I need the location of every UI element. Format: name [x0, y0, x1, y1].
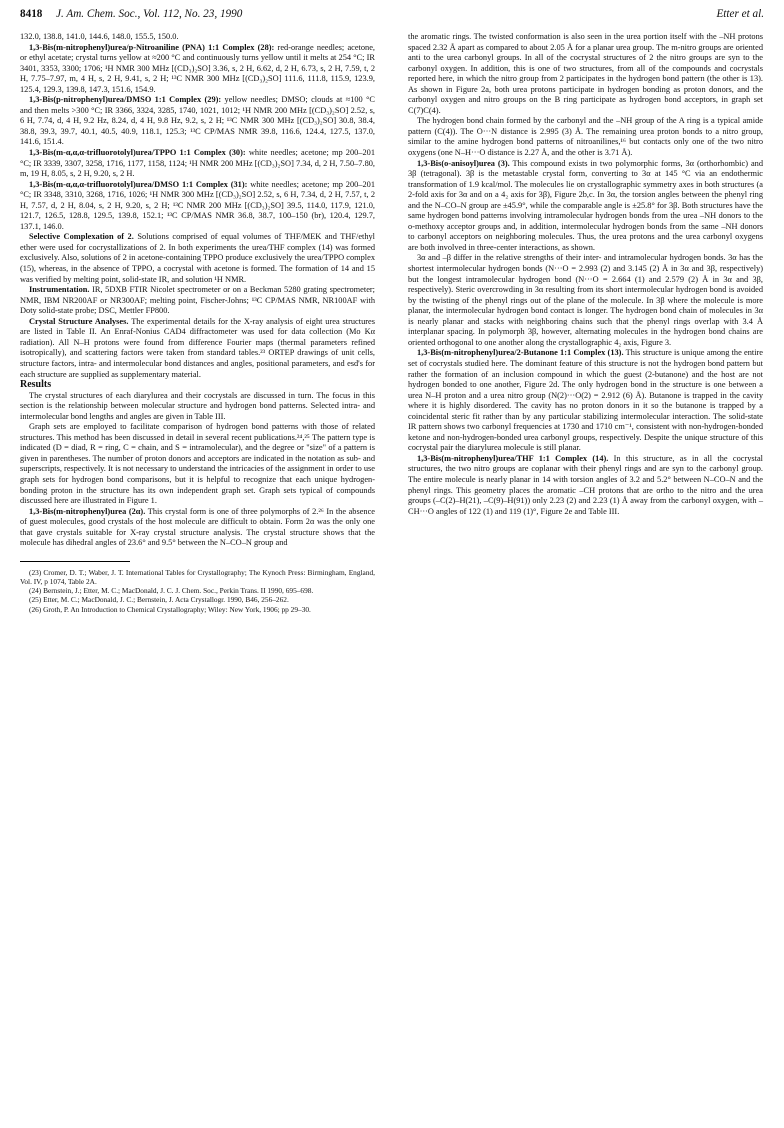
compound-heading: 1,3-Bis(p-nitrophenyl)urea/DMSO 1:1 Complex (29):	[29, 95, 222, 105]
run-in-heading: Selective Complexation of 2.	[29, 232, 134, 242]
footnote-23: (23) Cromer, D. T.; Waber, J. T. International Tables for Crystallography; The Kynoch Press: Birmingham, England, Vol. IV, p 1074, Table 2A.	[20, 567, 375, 586]
selective-complexation-paragraph	[20, 232, 375, 285]
paragraph: The crystal structures of each diarylurea and their cocrystals are discussed in turn. The focus in this section is the relationship between molecular structure and hydrogen bond patterns. Selected intra- and intermolecular bond lengths and angles are given in Table III.	[20, 390, 375, 421]
paragraph: the aromatic rings. The twisted conformation is also seen in the urea portion itself with the –NH protons spaced 2.32 Å apart as compared to about 2.05 Å for a planar urea group. The m-nitro groups are oriented anti to the urea carbonyl groups. In all of the cocrystal structures of 2 the nitro groups are syn to the carbonyl oxygen. In addition, this is one of two structures, from all of the compounds and cocrystals reported here, in which the nitro group from 2 participates in the hydrogen bond pattern (the other is 13). As shown in Figure 2a, both urea protons participate in hydrogen bonding as proton donors, and the carbonyl oxygen and nitro groups on the B ring participate as hydrogen bond acceptors, in graph set C(7)C(4).	[408, 32, 763, 115]
footnote-rule	[20, 561, 130, 562]
footnote-24: (24) Bernstein, J.; Etter, M. C.; MacDonald, J. C. J. Chem. Soc., Perkin Trans. II 1990, 695–698.	[29, 586, 314, 596]
paragraph: 3α and –β differ in the relative strengths of their inter- and intramolecular hydrogen bonds. 3α has the shortest intermolecular hydrogen bonds (N···O = 2.993 (2) and 3.145 (2) Å in 3α and 3β, respectively) but the longest intramolecular hydrogen bond (N···O = 2.664 (1) and 2.579 (2) Å in 3α and 3β, respectively). Steric overcrowding in 3α resulting from its short intermolecular hydrogen bond is avoided by the twisting of the phenyl rings out of the plane of the molecule. In 3β where the molecule is more planar, the intermolecular hydrogen bond contact is longer. The hydrogen bond chain of molecules in 3α is nearly planar and stacks with neighboring chains such that the phenyl rings overlap with 3.4 Å interplanar spacing. In polymorph 3β, however, alternating molecules in the hydrogen bond chains are oriented orthogonal to one another along the crystallographic 4₂ axis, Figure 3.	[408, 253, 763, 347]
paragraph-text: The experimental details for the X-ray analysis of eight urea structures are listed in Table II. An Enraf-Nonius CAD4 diffractometer was used for data collection (Mo Kα radiation). All N–H protons were found from difference Fourier maps (thermal parameters refined isotropically), and scattering factors were taken from standard tables.²³ ORTEP drawings of unit cells, structure factors, intra- and intermolecular bond distances and angles, positional parameters, and esd's for each structure are supplied as supplementary material.	[20, 316, 375, 379]
compound-3-paragraph	[408, 159, 763, 254]
compound-29-entry	[20, 95, 375, 148]
compound-30-entry	[20, 148, 375, 180]
compound-heading: 1,3-Bis(m-nitrophenyl)urea/p-Nitroaniline (PNA) 1:1 Complex (28):	[29, 42, 275, 52]
compound-2a-paragraph	[20, 507, 375, 549]
run-in-heading: Crystal Structure Analyses.	[29, 316, 129, 326]
instrumentation-paragraph	[20, 285, 375, 317]
paragraph-text: In this structure, as in all the cocrystal structures, the two nitro groups are coplanar with their phenyl rings and are syn to the carbonyl group. The entire molecule is nearly planar in 14 with torsion angles of 3.2 and 5.2° between N–CO–N and the phenyl rings. This geometry places the aromatic –CH protons that are ortho to the nitro and the urea groups (–C(2)–H(21), –C(9)–H(91)) only 2.23 (2) and 2.23 (1) Å away from the carbonyl oxygen, with –CH···O angles of 122 (1) and 119 (1)°, Figure 2e and Table III.	[408, 453, 764, 516]
compound-text: yellow needles; DMSO; clouds at ≈100 °C and then melts >300 °C; IR 3366, 3324, 3285, 1740, 1021, 1012; ¹H NMR 200 MHz [(CD₃)₂SO] 2.52, s, 6 H, 7.74, d, 4 H, 9.2 Hz, 8.24, d, 4 H, 9.8 Hz, 9.2, s, 2 H; ¹³C NMR 300 MHz [(CD₃)₂SO] 30.8, 38.4, 38.8, 39.3, 39.7, 40.1, 40.5, 40.9, 118.1, 125.3; ¹³C CP/MAS NMR 39.8, 116.6, 124.4, 127.5, 137.0, 141.6, 151.4.	[20, 95, 375, 147]
footnote-25: (25) Etter, M. C.; MacDonald, J. C.; Bernstein, J. Acta Crystallogr. 1990, B46, 256–262.	[29, 595, 289, 605]
compound-14-paragraph	[408, 454, 763, 517]
section-title-results: Results	[20, 379, 52, 391]
compound-28-entry	[20, 43, 375, 96]
compound-heading: 1,3-Bis(m-α,α,α-trifluorotolyl)urea/DMSO 1:1 Complex (31):	[29, 179, 248, 189]
paragraph: Graph sets are employed to facilitate comparison of hydrogen bond patterns with those of related structures. This method has been discussed in detail in several recent publications.²⁴,²⁵ The pattern type is indicated (D = diad, R = ring, C = chain, and S = intramolecular), and the degree or "size" of a pattern is given in parentheses. The number of proton donors and acceptors are indicated in the notation as sub- and superscripts, respectively. It is not necessary to understand the intricacies of the assignment in order to use graph sets for hydrogen bond comparisons, but it is helpful to recognize that each unique hydrogen-bonding proton in the structure has its own independent graph set. Graph sets typical of compounds discussed here are illustrated in Figure 1.	[20, 422, 375, 506]
paragraph-text: Solutions comprised of equal volumes of THF/MEK and THF/ethyl ether were used for cocrystallizations of 2. In both experiments the urea/THF complex (14) was formed exclusively. Also, solutions of 2 in acetone-containing TPPO produce exclusively the urea/TPPO complex (15), whereas, in the absence of TPPO, a cocrystal with acetone is formed. The formation of 14 and 15 was verified by melting point, solid-state IR, and solution ¹H NMR.	[20, 232, 376, 284]
running-authors: Etter et al.	[716, 8, 764, 20]
run-in-heading: 1,3-Bis(m-nitrophenyl)urea (2α).	[29, 506, 146, 516]
right-column	[408, 32, 763, 517]
paragraph-text: IR, 5DXB FTIR Nicolet spectrometer or on a Beckman 5280 grating spectrometer; NMR, IBM NR200AF or NR300AF; melting point, Fischer-Johns; ¹³C CP/MAS NMR, NR100AF with Doty solid-state probe; DSC, Mettler FP800.	[20, 285, 375, 316]
compound-heading: 1,3-Bis(m-α,α,α-trifluorotolyl)urea/TPPO 1:1 Complex (30):	[29, 148, 246, 158]
paragraph-text: This compound exists in two polymorphic forms, 3α (orthorhombic) and 3β (tetragonal). 3β is the metastable crystal form, converting to 3α at 145 °C via an endothermic transformation of 1.9 kcal/mol. The molecules lie on crystallographic symmetry axes in both structures (a 2-fold axis for 3α and on a 4₂ axis for 3β), Figure 2b,c. In 3α, the torsion angles between the phenyl ring and the N–CO–N group are ±45.9°, while the comparable angle is ±25.8° for 3β. Both structures have the same hydrogen bond patterns involving intramolecular hydrogen bonds from the urea –NH donors to the o-methoxy acceptor groups and, in addition, intermolecular hydrogen bonds from the same –NH donors to carbonyl acceptors on neighboring molecules. Thus, the urea protons and the urea carbonyl oxygens are both involved in three-center interactions, as shown.	[408, 158, 763, 252]
run-in-heading: Instrumentation.	[29, 285, 90, 295]
paragraph-text: This structure is unique among the entire set of cocrystals studied here. The dominant feature of this structure is not the hydrogen bond pattern but rather the formation of an inclusion compound in which the guest (2-butanone) and the host are not hydrogen bonded to one another, Figure 2d. The only hydrogen bond in the structure is one between a urea N–H proton and a urea nitro group (N(2)···O(2) = 2.912 (6) Å). Butanone is trapped in the cavity where it is highly disordered. The cavity has no proton donors in it so the butanone is trapped by a coincidental steric fit rather than by any particular stabilizing intermolecular interaction. The solid-state IR pattern shows two carbonyl frequencies at 1730 and 1710 cm⁻¹, consistent with non-hydrogen-bonded ketone and non-hydrogen-bonded urea carbonyl groups, respectively. Despite the unique structure of this cocrystal pair the diarylurea molecule is still planar.	[408, 348, 763, 453]
run-in-heading: 1,3-Bis(o-anisoyl)urea (3).	[417, 158, 510, 168]
paragraph: The hydrogen bond chain formed by the carbonyl and the –NH group of the A ring is a typical amide pattern (C(4)). The O···N distance is 2.995 (3) Å. The remaining urea proton bonds to a nitro group, similar to the amine hydrogen bond patterns of nitroanilines,¹⁶ but contacts only one of the two nitro oxygens (one N–H···O distance is 2.27 Å, and the other is 3.71 Å).	[408, 116, 763, 158]
running-header	[20, 8, 764, 24]
compound-text: white needles; acetone; mp 200–201 °C; IR 3348, 3310, 3268, 1716, 1026; ¹H NMR 300 MHz [(CD₃)₂SO] 2.52, s, 6 H, 7.34, d, 2 H, 7.57, t, 2 H, 7.57, d, 2 H, 8.04, s, 2 H, 9.20, s, 2 H; ¹³C NMR 200 MHz [(CD₃)₂SO] 39.5, 114.0, 117.9, 121.0, 121.7, 126.5, 128.8, 129.5, 139.8, 152.1; ¹³C CP/MAS NMR 36.8, 38.7, 100–150 (br), 120.4, 129.7, 137.1, 146.0.	[20, 179, 375, 231]
compound-31-entry	[20, 180, 375, 233]
compound-13-paragraph	[408, 348, 763, 453]
compound-text: red-orange needles; acetone, or ethyl acetate; crystal turns yellow at ≈200 °C and continuously turns yellow until it melts at 254 °C; IR 3401, 3353, 3300; 1706; ¹H NMR 300 MHz [(CD₃)₂SO] 3.36, s, 2 H, 6.62, d, 2 H, 6.73, s, 2 H, 7.59, t, 2 H, 7.75–7.97, m, 4 H, s, 2 H, 9.41, s, 2 H; ¹³C NMR 300 MHz [(CD₃)₂SO] 111.6, 111.8, 115.9, 123.9, 125.4, 129.3, 139.8, 147.3, 151.6, 154.9.	[20, 42, 376, 94]
page-number: 8418	[20, 8, 43, 20]
paragraph-text: This crystal form is one of three polymorphs of 2.²⁶ In the absence of guest molecules, good crystals of the host molecule are difficult to obtain. Form 2α was the only one that gave crystals suitable for X-ray crystal structure analysis. The crystal structure shows that the molecule has dihedral angles of 23.6° and 9.5° between the N–CO–N group and	[20, 506, 376, 548]
left-column	[20, 32, 375, 614]
journal-citation: J. Am. Chem. Soc., Vol. 112, No. 23, 1990	[56, 8, 243, 20]
crystal-analysis-paragraph	[20, 317, 375, 380]
paragraph: 132.0, 138.8, 141.0, 144.6, 148.0, 155.5, 150.0.	[20, 32, 179, 41]
compound-text: white needles; acetone; mp 200–201 °C; IR 3339, 3307, 3258, 1716, 1177, 1158, 1124; ¹H NMR 200 MHz [(CD₃)₂SO] 7.34, d, 2 H, 7.50–7.80, m, 19 H, 8.05, s, 2 H, 9.20, s, 2 H.	[20, 148, 375, 179]
run-in-heading: 1,3-Bis(m-nitrophenyl)urea/THF 1:1 Complex (14).	[417, 453, 609, 463]
run-in-heading: 1,3-Bis(m-nitrophenyl)urea/2-Butanone 1:1 Complex (13).	[417, 348, 624, 358]
footnotes	[20, 568, 375, 614]
footnote-26: (26) Groth, P. An Introduction to Chemical Crystallography; Wiley: New York, 1906; pp 29–30.	[29, 604, 311, 614]
